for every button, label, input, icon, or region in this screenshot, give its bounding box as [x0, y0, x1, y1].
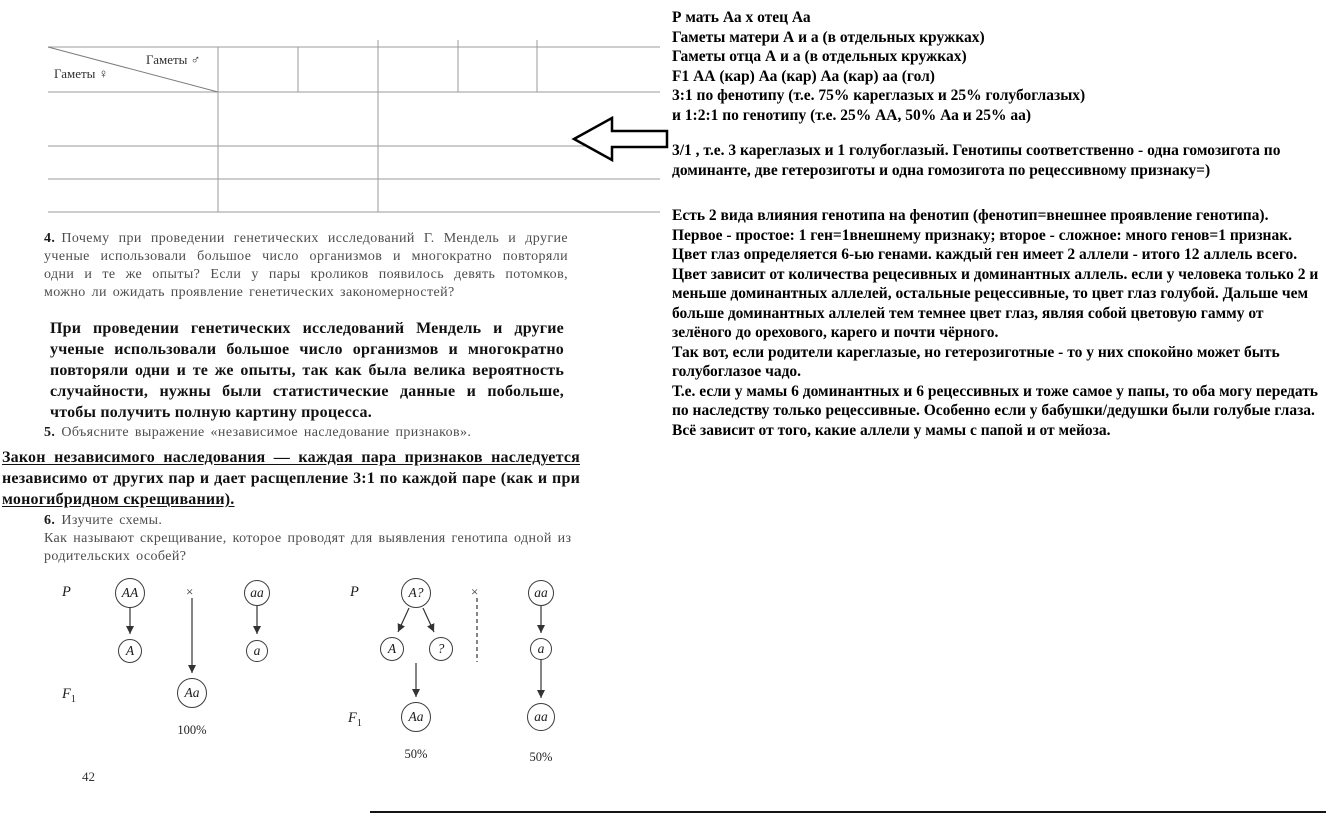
note-paragraph: Так вот, если родители кареглазые, но гетерозиготные - то у них спокойно может быть голубоглазое чадо. — [672, 343, 1280, 380]
question-4-text: Почему при проведении генетических исследований Г. Мендель и другие ученые использовали большое число организмов и многократно повторяли одни и те же опыты? Если у пары кроликов появилось девять потомков, можно ли ожидать проявление генетических закономерностей? — [44, 231, 568, 300]
answer-5-underlined-end: моногибридном скрещивании). — [2, 491, 235, 508]
scheme2-cross-sign: × — [471, 584, 479, 599]
answer-5 — [2, 447, 580, 510]
note-line: 3:1 по фенотипу (т.е. 75% кареглазых и 25% голубоглазых) — [672, 87, 1086, 104]
f-letter: F — [348, 710, 357, 726]
scheme2-parent2-circle: aa — [528, 580, 554, 606]
question-6-number: 6. — [44, 513, 56, 528]
note-paragraph: Первое - простое: 1 ген=1внешнему признаку; второе - сложное: много генов=1 признак. — [672, 226, 1293, 244]
scheme2-p-label: P — [350, 584, 359, 600]
note-line: F1 АА (кар) Аа (кар) Аа (кар) аа (гол) — [672, 67, 935, 85]
answer-5-underlined-start: Закон независимого наследования — каждая пара признаков наследуется — [2, 449, 580, 466]
scan-artifact-line — [370, 811, 1326, 813]
question-6 — [44, 512, 576, 566]
f-letter: F — [62, 686, 71, 702]
scheme2-f1-label — [348, 710, 362, 729]
scheme1-percent: 100% — [177, 723, 207, 737]
f-subscript: 1 — [356, 717, 362, 729]
punnett-male-gametes-label: Гаметы ♂ — [146, 52, 201, 67]
answer-5-middle: независимо от других пар и дает расщепление 3:1 по каждой паре (как и при — [2, 470, 580, 487]
note-paragraph: Т.е. если у мамы 6 доминантных и 6 рецессивных и тоже самое у папы, то оба могу передать по наследству только рецессивные. Особенно если у бабушки/дедушки были голубые глаза. Всё зависит от того, какие аллели у мамы с папой и от мейоза. — [672, 382, 1319, 439]
scheme1-parent2-circle: aa — [244, 580, 270, 606]
typed-notes-column — [672, 8, 1322, 440]
scheme1-f1-label — [62, 686, 76, 705]
question-5 — [44, 424, 584, 442]
note-line: и 1:2:1 по генотипу (т.е. 25% АА, 50% Аа и 25% аа) — [672, 106, 1032, 124]
scheme1-offspring-circle: Aa — [177, 678, 207, 708]
note-line: Гаметы матери А и а (в отдельных кружках) — [672, 28, 985, 46]
scheme2-parent1-circle: A? — [401, 578, 431, 608]
scheme2-offspring1-circle: Aa — [401, 702, 431, 732]
f-subscript: 1 — [70, 693, 76, 705]
answer-4: При проведении генетических исследований Мендель и другие ученые использовали большое число организмов и многократно повторяли одни и те же опыты, так как была велика вероятность случайности, нужны были статистические данные и побольше, чтобы получить полную картину процесса. — [50, 320, 564, 421]
question-6-text1: Изучите схемы. — [61, 513, 163, 528]
question-4 — [44, 230, 568, 302]
punnett-female-gametes-label: Гаметы ♀ — [54, 66, 109, 81]
question-5-text: Объясните выражение «независимое наследование признаков». — [61, 425, 472, 440]
left-pointing-arrow-icon — [570, 112, 672, 166]
note-paragraph: 3/1 , т.е. 3 кареглазых и 1 голубоглазый. Генотипы соответственно - одна гомозигота по доминанте, две гетерозиготы и одна гомозигота по рецессивному признаку=) — [672, 142, 1281, 179]
scheme1-parent1-circle: AA — [115, 578, 145, 608]
scheme1-cross-sign: × — [186, 584, 194, 599]
note-paragraph: Есть 2 вида влияния генотипа на фенотип (фенотип=внешнее проявление генотипа). — [672, 207, 1269, 224]
question-4-number: 4. — [44, 231, 56, 246]
question-6-line1 — [44, 512, 576, 530]
scheme1-gamete2-circle: a — [246, 640, 268, 662]
scheme2-gamete3-circle: a — [530, 638, 552, 660]
scheme1-gamete1-circle: A — [118, 639, 142, 663]
scheme2-percent2: 50% — [529, 750, 553, 764]
question-5-number: 5. — [44, 425, 56, 440]
scheme2-offspring2-circle: aa — [527, 703, 555, 731]
note-line: Гаметы отца А и а (в отдельных кружках) — [672, 48, 967, 65]
note-paragraph: Цвет глаз определяется 6-ью генами. каждый ген имеет 2 аллели - итого 12 аллель всего. — [672, 246, 1298, 263]
scheme2-gamete1-circle: A — [380, 637, 404, 661]
scheme2-gamete2-circle: ? — [429, 637, 453, 661]
page-number: 42 — [82, 769, 95, 784]
scheme2-percent1: 50% — [404, 747, 428, 761]
note-paragraph: Цвет зависит от количества рецесивных и доминантных аллель. если у человека только 2 и меньше доминантных аллелей, остальные рецессивные, то цвет глаз голубой. Дальше чем больше доминантных аллелей тем темнее цвет глаз, являя собой цветовую гамму от зелёного до орехового, карего и почти чёрного. — [672, 265, 1319, 341]
note-line: Р мать Аа х отец Аа — [672, 9, 811, 26]
scheme1-p-label: P — [62, 584, 71, 600]
question-6-line2: Как называют скрещивание, которое проводят для выявления генотипа одной из родительских особей? — [44, 531, 572, 564]
